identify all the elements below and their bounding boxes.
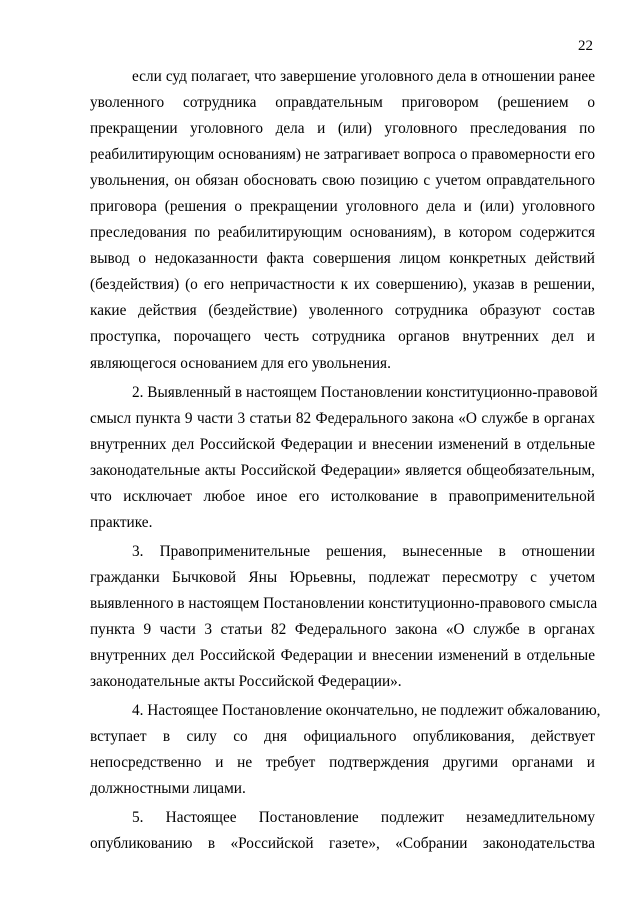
text-line: вывод о недоказанности факта совершения лицом конкретных действий [90, 250, 595, 268]
text-line: являющегося основанием для его увольнения. [90, 354, 391, 372]
paragraph-1 [90, 64, 595, 377]
text-line: реабилитирующим основаниям) не затрагивает вопроса о правомерности его [90, 146, 595, 164]
paragraph-2 [90, 380, 598, 536]
text-line: непосредственно и не требует подтверждения другими органами и [90, 754, 595, 772]
text-line: смысл пункта 9 части 3 статьи 82 Федерального закона «О службе в органах [90, 409, 595, 427]
text-line: должностными лицами. [90, 780, 246, 798]
text-line: увольнения, он обязан обосновать свою позицию с учетом оправдательного [90, 172, 595, 190]
text-line: преследования по реабилитирующим основаниям), в котором содержится [90, 224, 595, 242]
paragraph-4 [90, 698, 601, 802]
paragraph-3 [90, 539, 598, 695]
text-line: опубликованию в «Российской газете», «Собрании законодательства [90, 835, 595, 853]
text-line: пункта 9 части 3 статьи 82 Федерального закона «О службе в органах [90, 620, 595, 638]
text-line: (бездействия) (о его непричастности к их совершению), указав в решении, [90, 276, 595, 294]
text-line: внутренних дел Российской Федерации и внесении изменений в отдельные [90, 647, 595, 665]
paragraph-5 [90, 805, 595, 857]
text-line: 5. Настоящее Постановление подлежит незамедлительному [132, 809, 595, 827]
text-line: уволенного сотрудника оправдательным приговором (решением о [90, 94, 595, 112]
document-body [90, 64, 601, 857]
text-line: приговора (решения о прекращении уголовного дела и (или) уголовного [90, 198, 595, 216]
text-line: законодательные акты Российской Федерации» является общеобязательным, [90, 461, 595, 479]
text-line: 2. Выявленный в настоящем Постановлении конституционно-правовой [132, 383, 598, 401]
text-line: если суд полагает, что завершение уголовного дела в отношении ранее [132, 68, 595, 85]
text-line: прекращении уголовного дела и (или) уголовного преследования по [90, 120, 595, 138]
page-number: 22 [578, 38, 593, 54]
text-line: 3. Правоприменительные решения, вынесенные в отношении [132, 542, 595, 560]
text-line: какие действия (бездействие) уволенного сотрудника образуют состав [90, 302, 595, 320]
text-line: гражданки Бычковой Яны Юрьевны, подлежат пересмотру с учетом [90, 568, 595, 586]
text-line: законодательные акты Российской Федерации». [90, 673, 402, 691]
text-line: что исключает любое иное его истолкование в правоприменительной [90, 487, 595, 505]
text-line: вступает в силу со дня официального опубликования, действует [90, 728, 595, 746]
text-line: 4. Настоящее Постановление окончательно, не подлежит обжалованию, [132, 702, 601, 720]
text-line: практике. [90, 513, 153, 531]
text-line: выявленного в настоящем Постановлении конституционно-правового смысла [90, 594, 598, 612]
text-line: проступка, порочащего честь сотрудника органов внутренних дел и [90, 328, 595, 346]
text-line: внутренних дел Российской Федерации и внесении изменений в отдельные [90, 435, 595, 453]
